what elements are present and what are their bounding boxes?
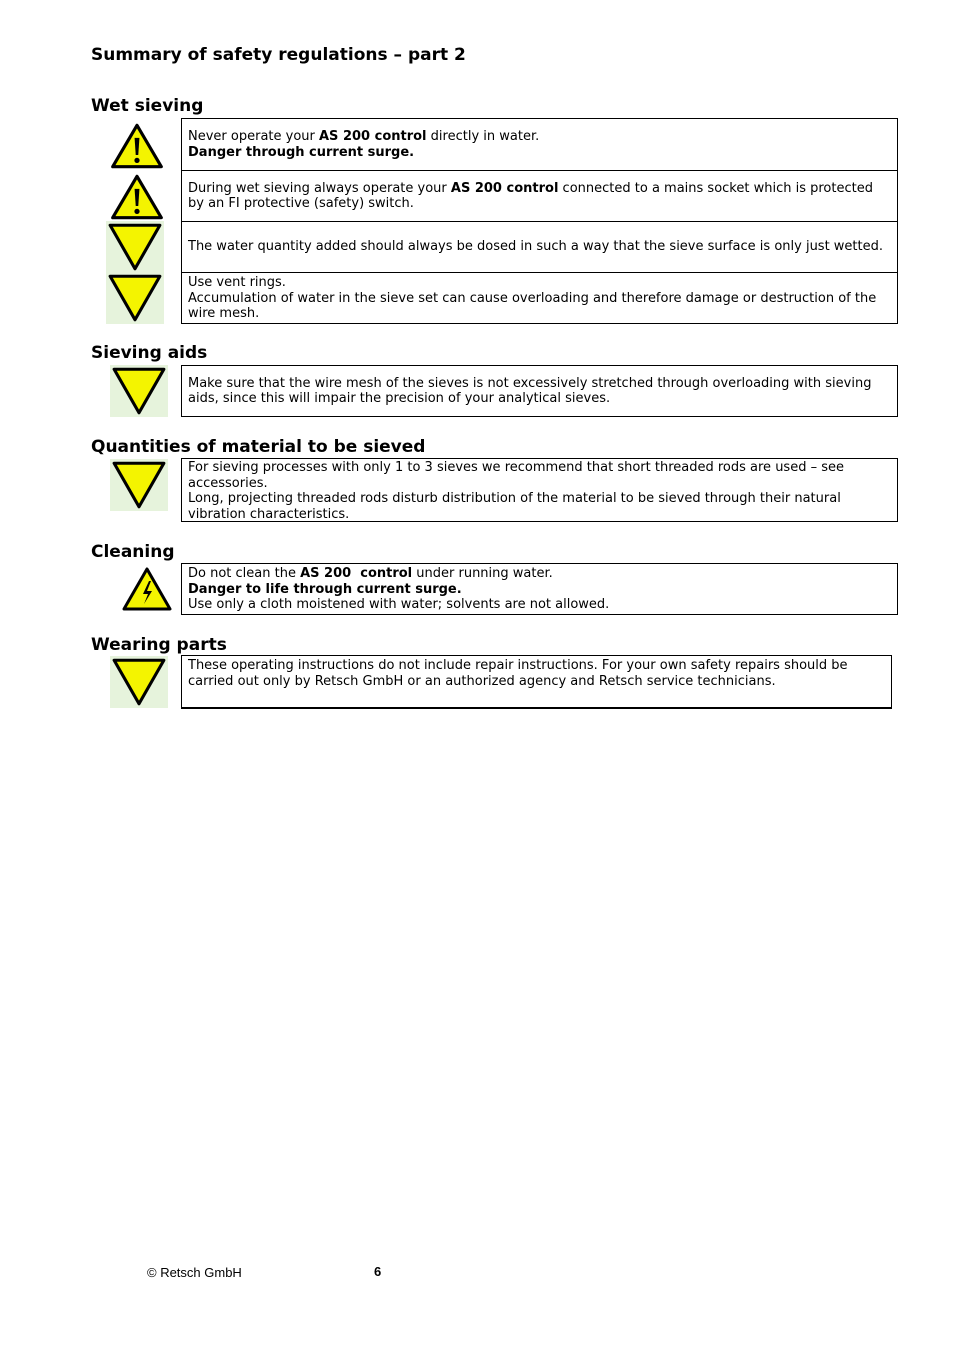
cleaning-box [181,563,898,615]
danger-text: Danger through current surge. [188,144,415,160]
row-text: Make sure that the wire mesh of the sieves is not excessively stretched through overloading with sieving aids, since this will impair the precision of your analytical sieves. [188,375,872,406]
section-heading-wet-sieving: Wet sieving [91,96,204,116]
caution-triangle-icon [110,656,168,708]
row-text: Do not clean the AS 200 control under running water. [188,566,553,581]
wet-sieving-row-1 [182,119,897,170]
section-heading-wearing-parts: Wearing parts [91,635,227,655]
row-text: For sieving processes with only 1 to 3 sieves we recommend that short threaded rods are used – see accessories. [188,460,844,491]
row-text: These operating instructions do not include repair instructions. For your own safety repairs should be carried out only by Retsch GmbH or an authorized agency and Retsch service technicians. [188,658,848,689]
footer-copyright: © Retsch GmbH [147,1265,242,1280]
wet-sieving-table [181,118,898,324]
row-text: Never operate your AS 200 control directly in water. [188,129,540,144]
row-text: Use only a cloth moistened with water; solvents are not allowed. [188,597,610,612]
sieving-aids-box [181,365,898,417]
page-number: 6 [374,1264,382,1279]
cleaning-row [182,564,897,614]
electrical-hazard-icon [121,566,173,612]
caution-triangle-icon [106,272,164,324]
sieving-aids-row [182,366,897,416]
danger-text: Danger to life through current surge. [188,581,462,597]
wet-sieving-row-4 [182,272,897,323]
wearing-parts-row [182,656,891,706]
caution-triangle-icon [106,221,164,273]
caution-triangle-icon [110,365,168,417]
page-title: Summary of safety regulations – part 2 [91,45,466,65]
warning-exclamation-icon [110,173,164,221]
wet-sieving-row-3 [182,221,897,272]
row-text: During wet sieving always operate your AS 200 control connected to a mains socket which is protected by an FI protective (safety) switch. [188,180,873,211]
quantities-row [182,459,897,521]
caution-triangle-icon [110,459,168,511]
section-heading-quantities: Quantities of material to be sieved [91,437,426,457]
row-text: Use vent rings. [188,275,286,290]
wearing-parts-box [181,655,892,709]
section-heading-sieving-aids: Sieving aids [91,343,208,363]
row-text: The water quantity added should always be dosed in such a way that the sieve surface is only just wetted. [188,239,884,255]
wet-sieving-row-2 [182,170,897,221]
quantities-box [181,458,898,522]
row-text: Accumulation of water in the sieve set can cause overloading and therefore damage or destruction of the wire mesh. [188,290,877,321]
warning-exclamation-icon [110,122,164,170]
row-text: Long, projecting threaded rods disturb distribution of the material to be sieved through their natural vibration characteristics. [188,491,841,522]
section-heading-cleaning: Cleaning [91,542,175,562]
